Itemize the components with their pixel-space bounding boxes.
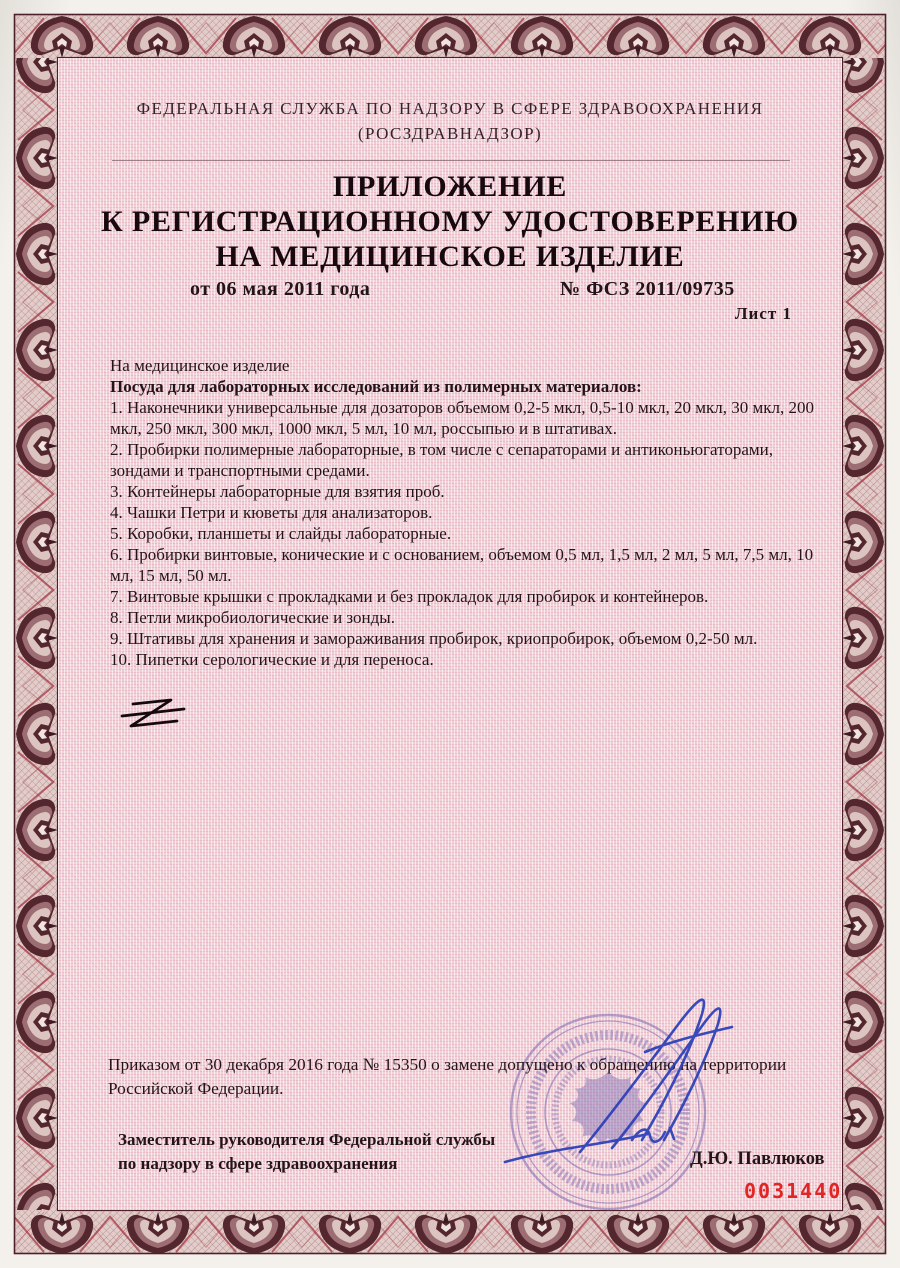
list-item-4: 4. Чашки Петри и кюветы для анализаторов. (110, 503, 433, 522)
authority-name: ФЕДЕРАЛЬНАЯ СЛУЖБА ПО НАДЗОРУ В СФЕРЕ ЗДРАВООХРАНЕНИЯ (136, 99, 764, 118)
product-title: Посуда для лабораторных исследований из полимерных материалов: (110, 377, 642, 396)
list-item-1: 1. Наконечники универсальные для дозаторов объемом 0,2-5 мкл, 0,5-10 мкл, 20 мкл, 30 мкл, 200 мкл, 250 мкл, 300 мкл, 1000 мкл, 5 мл, 10 мл, россыпью и в штативах. (110, 398, 814, 438)
device-description (110, 355, 822, 670)
sheet-number: Лист 1 (734, 304, 792, 323)
header-divider (112, 160, 790, 161)
title-line-3: НА МЕДИЦИНСКОЕ ИЗДЕЛИЕ (215, 240, 685, 273)
list-item-3: 3. Контейнеры лабораторные для взятия проб. (110, 482, 445, 501)
document-title (60, 170, 840, 275)
list-item-7: 7. Винтовые крышки с прокладками и без прокладок для пробирок и контейнеров. (110, 587, 709, 606)
signer-title-line-2: по надзору в сфере здравоохранения (118, 1154, 398, 1173)
replacement-order-note: Приказом от 30 декабря 2016 года № 15350 о замене допущено к обращению на территории Российской Федерации. (108, 1055, 787, 1098)
issuing-authority (60, 96, 840, 146)
list-item-6: 6. Пробирки винтовые, конические и с основанием, объемом 0,5 мл, 1,5 мл, 2 мл, 5 мл, 7,5 мл, 10 мл, 15 мл, 50 мл. (110, 545, 814, 585)
official-seal-icon (506, 1010, 710, 1214)
list-item-5: 5. Коробки, планшеты и слайды лабораторные. (110, 524, 452, 543)
authority-short-name: (РОСЗДРАВНАДЗОР) (358, 124, 542, 143)
list-item-10: 10. Пипетки серологические и для переноса. (110, 650, 434, 669)
title-line-2: К РЕГИСТРАЦИОННОМУ УДОСТОВЕРЕНИЮ (100, 205, 800, 238)
intro-line: На медицинское изделие (110, 356, 290, 375)
list-item-9: 9. Штативы для хранения и замораживания пробирок, криопробирок, объемом 0,2-50 мл. (110, 629, 758, 648)
registration-date: от 06 мая 2011 года (190, 278, 371, 300)
signer-name: Д.Ю. Павлюков (690, 1149, 825, 1169)
end-of-text-z-mark-icon (118, 694, 190, 740)
title-line-1: ПРИЛОЖЕНИЕ (332, 170, 568, 203)
form-serial-number: 0031440 (744, 1179, 843, 1203)
signer-title-line-1: Заместитель руководителя Федеральной службы (118, 1130, 496, 1149)
list-item-2: 2. Пробирки полимерные лабораторные, в том числе с сепараторами и антиконьюгаторами, зондами и транспортными средами. (110, 440, 773, 480)
signer-title (118, 1128, 608, 1176)
list-item-8: 8. Петли микробиологические и зонды. (110, 608, 395, 627)
registration-line (60, 278, 840, 304)
registration-number: № ФСЗ 2011/09735 (560, 278, 735, 300)
